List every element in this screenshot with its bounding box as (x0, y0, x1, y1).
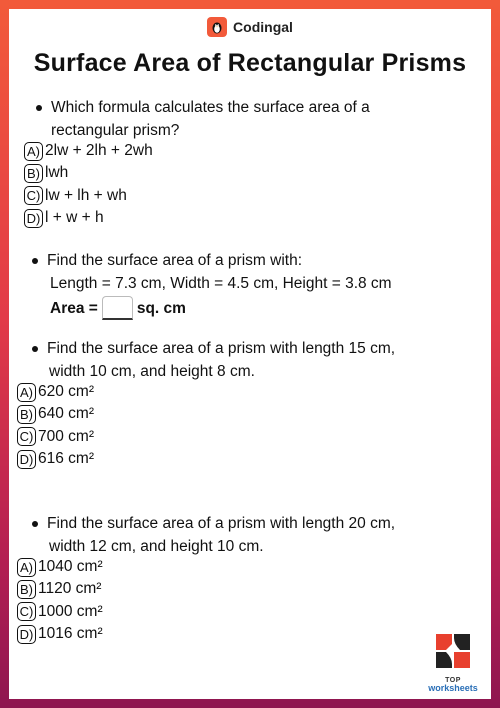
penguin-icon (207, 17, 227, 37)
bullet-icon (32, 521, 38, 527)
question-1-line-1: Which formula calculates the surface area of a (51, 99, 370, 116)
question-2-line-1: Find the surface area of a prism with: (47, 252, 303, 269)
question-1 (51, 96, 370, 142)
option-a[interactable] (17, 556, 103, 578)
option-text: lw + lh + wh (45, 186, 127, 204)
option-letter: D) (17, 450, 36, 469)
question-4-line-2: width 12 cm, and height 10 cm. (49, 538, 264, 555)
option-text: 700 cm² (38, 427, 94, 445)
option-text: 640 cm² (38, 405, 94, 423)
worksheet-page (9, 9, 491, 699)
option-text: 1000 cm² (38, 602, 103, 620)
option-letter: C) (17, 427, 36, 446)
area-label: Area = (50, 299, 98, 317)
brand-name: Codingal (233, 19, 293, 35)
answer-input[interactable] (102, 296, 133, 320)
option-d[interactable] (17, 623, 103, 645)
option-letter: B) (17, 405, 36, 424)
option-text: 1016 cm² (38, 625, 103, 643)
option-letter: B) (24, 164, 43, 183)
option-text: 1120 cm² (38, 580, 102, 598)
option-text: 1040 cm² (38, 558, 103, 576)
question-4-line-1: Find the surface area of a prism with length 20 cm, (47, 515, 396, 532)
option-letter: A) (17, 558, 36, 577)
logo-top-text: TOP (445, 677, 461, 684)
option-b[interactable] (17, 578, 103, 600)
option-letter: A) (17, 383, 36, 402)
option-text: lwh (45, 164, 69, 182)
option-c[interactable] (17, 426, 94, 448)
bullet-icon (36, 105, 42, 111)
option-c[interactable] (24, 185, 153, 207)
question-1-options (24, 140, 153, 229)
brand-header (9, 17, 491, 37)
option-letter: D) (24, 209, 43, 228)
question-1-line-2: rectangular prism? (51, 122, 180, 139)
option-text: 616 cm² (38, 450, 94, 468)
option-letter: C) (17, 602, 36, 621)
option-text: 620 cm² (38, 383, 94, 401)
answer-line (47, 296, 392, 320)
question-3-line-2: width 10 cm, and height 8 cm. (49, 363, 255, 380)
logo-bottom-text: worksheets (428, 683, 478, 693)
option-letter: C) (24, 186, 43, 205)
option-d[interactable] (24, 207, 153, 229)
top-worksheets-logo (429, 632, 477, 693)
question-3-options (17, 381, 94, 470)
option-b[interactable] (17, 403, 94, 425)
option-a[interactable] (17, 381, 94, 403)
question-4-options (17, 556, 103, 645)
page-title: Surface Area of Rectangular Prisms (33, 49, 467, 77)
question-3-line-1: Find the surface area of a prism with length 15 cm, (47, 340, 396, 357)
option-letter: D) (17, 625, 36, 644)
question-2 (47, 249, 392, 320)
bullet-icon (32, 346, 38, 352)
option-a[interactable] (24, 140, 153, 162)
option-c[interactable] (17, 601, 103, 623)
option-letter: A) (24, 142, 43, 161)
question-2-line-2: Length = 7.3 cm, Width = 4.5 cm, Height = 3.8 cm (50, 275, 392, 292)
bullet-icon (32, 258, 38, 264)
top-worksheets-logo-icon (434, 632, 472, 675)
question-3 (47, 337, 395, 383)
option-text: l + w + h (45, 209, 104, 227)
option-b[interactable] (24, 162, 153, 184)
option-text: 2lw + 2lh + 2wh (45, 142, 153, 160)
option-letter: B) (17, 580, 36, 599)
question-4 (47, 512, 395, 558)
option-d[interactable] (17, 448, 94, 470)
area-unit: sq. cm (136, 299, 186, 317)
